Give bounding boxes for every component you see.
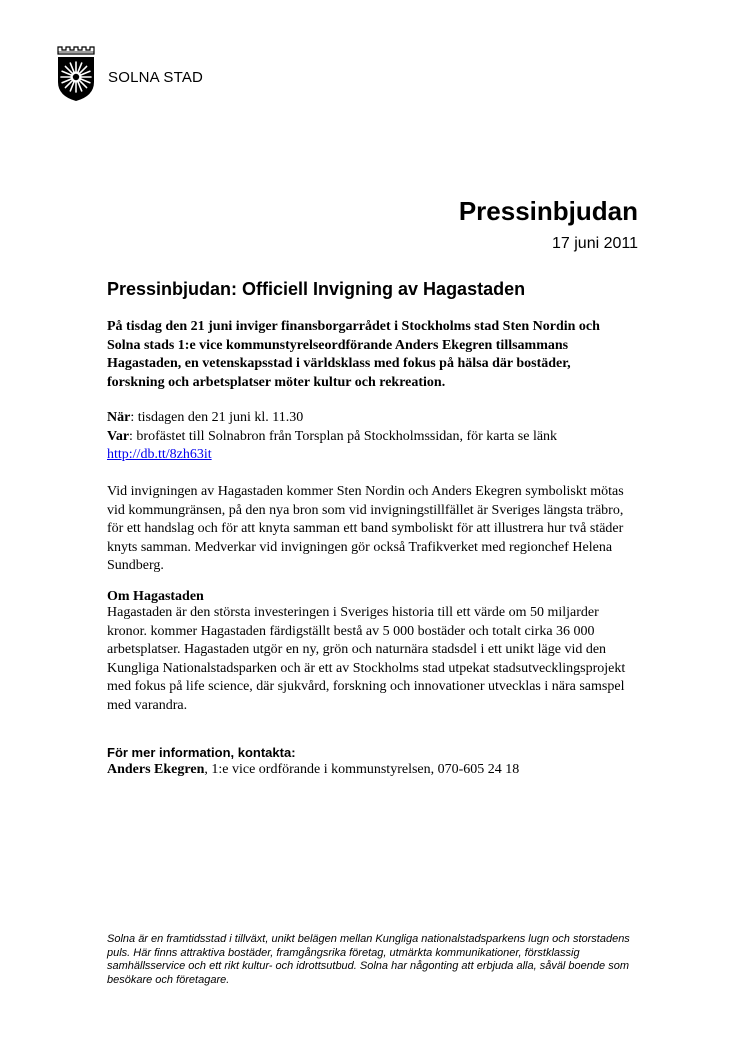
contact-details: , 1:e vice ordförande i kommunstyrelsen, 070-605 24 18 (204, 762, 520, 777)
where-text: : brofästet till Solnabron från Torsplan på Stockholmssidan, för karta se länk (129, 428, 558, 444)
section-body: Hagastaden är den största investeringen i Sveriges historia till ett värde om 50 miljarder kronor. kommer Hagastaden färdigställt bestå av 5 000 bostäder och totalt cirka 36 000 arbetsplatser. Hagastaden utgör en ny, grön och naturnära stadsdel i ett unikt läge vid den Kungliga Nationalstadsparken och är ett av Stockholms stad utpekat stadsutvecklingsprojekt med fokus på life science, där sjukvård, forskning och innovationer utvecklas i nära samspel med varandra. (107, 605, 626, 713)
document-type-title: Pressinbjudan (458, 196, 638, 226)
when-text: : tisdagen den 21 juni kl. 11.30 (130, 410, 304, 425)
document-date: 17 juni 2011 (552, 235, 638, 252)
where-label: Var (107, 428, 130, 444)
contact-line (107, 761, 627, 780)
body-paragraph: Vid invigningen av Hagastaden kommer Sten Nordin och Anders Ekegren symboliskt mötas vid kommungränsen, på den nya bron som vid invigningstillfället är Sveriges längsta träbro, för ett handslag och för att knyta samman ett band symboliskt för att illustrera hur två städer knyts samman. Medverkar vid invigningen gör också Trafikverket med regionchef Helena Sundberg. (107, 484, 624, 573)
lead-paragraph: På tisdag den 21 juni inviger finansborgarrådet i Stockholms stad Sten Nordin och Solna stads 1:e vice kommunstyrelseordförande Anders Ekegren tillsammans Hagastaden, en vetenskapsstad i världsklass med fokus på hälsa där bostäder, forskning och arbetsplatser möter kultur och rekreation. (107, 319, 600, 390)
where-line (107, 428, 627, 447)
event-details (107, 409, 627, 465)
organization-name: SOLNA STAD (108, 69, 204, 86)
solna-stad-crest-icon (56, 46, 96, 102)
section-title: Om Hagastaden (107, 589, 204, 604)
when-line (107, 409, 627, 428)
contact-name: Anders Ekegren (107, 762, 205, 777)
contact-heading: För mer information, kontakta: (107, 745, 296, 760)
map-link[interactable]: http://db.tt/8zh63it (107, 447, 212, 462)
footer-text: Solna är en framtidsstad i tillväxt, unikt belägen mellan Kungliga nationalstadsparkens lugn och storstadens puls. Här finns attraktiva bostäder, framgångsrika företag, utmärkta kommunikationer, förstklassig samhällsservice och ett rikt kultur- och idrottsutbud. Solna har någonting att erbjuda alla, såväl boende som besökare och företagare. (107, 933, 630, 986)
press-headline: Pressinbjudan: Officiell Invigning av Hagastaden (107, 279, 526, 299)
when-label: När (107, 410, 131, 425)
